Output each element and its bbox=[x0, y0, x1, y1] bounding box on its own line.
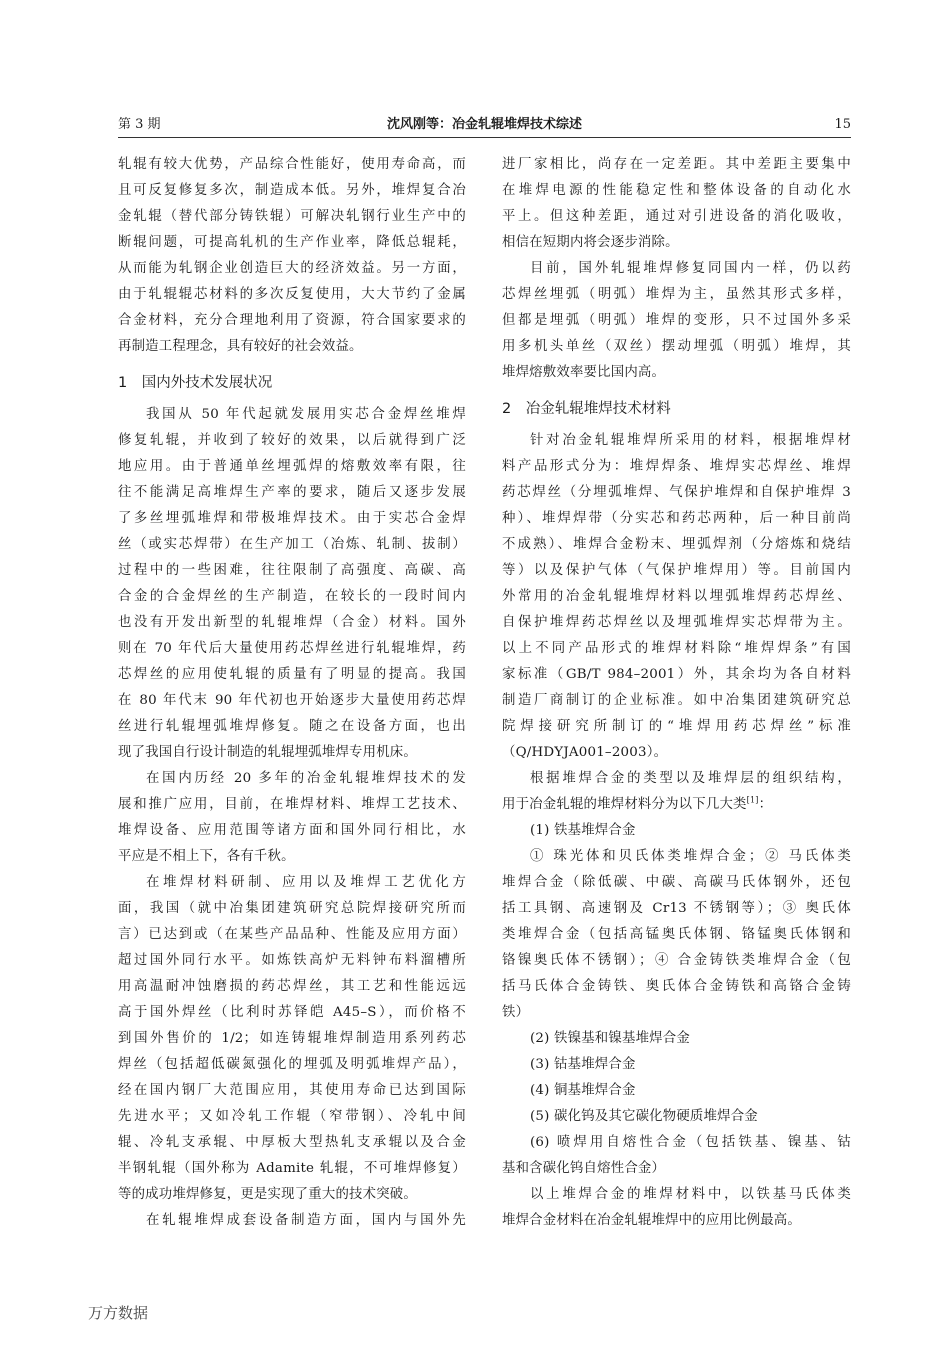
text-line: 类堆焊合金（包括高锰奥氏体钢、铬锰奥氏体钢和 bbox=[502, 927, 851, 942]
paragraph bbox=[118, 402, 466, 766]
text-line: 括马氏体合金铸铁、奥氏体合金铸铁和高铬合金铸 bbox=[502, 979, 851, 994]
text-line: 在轧辊堆焊成套设备制造方面，国内与国外先 bbox=[146, 1213, 466, 1228]
paragraph bbox=[502, 152, 851, 256]
paragraph bbox=[502, 428, 851, 766]
text-line: 铬镍奥氏体不锈钢）；④ 合金铸铁类堆焊合金（包 bbox=[502, 953, 851, 968]
paragraph bbox=[502, 766, 851, 818]
text-line: 在 80 年代末 90 年代初也开始逐步大量使用药芯焊 bbox=[118, 693, 466, 708]
text-line: 也没有开发出新型的轧辊堆焊（合金）材料。国外 bbox=[118, 615, 466, 630]
text-line: 院焊接研究所制订的“堆焊用药芯焊丝”标准 bbox=[502, 719, 851, 734]
text-line: 再制造工程理念，具有较好的社会效益。 bbox=[118, 339, 363, 354]
text-line: 平应是不相上下，各有千秋。 bbox=[118, 849, 295, 864]
header-rule bbox=[118, 137, 851, 138]
text-line: 面，我国（就中冶集团建筑研究总院焊接研究所而 bbox=[118, 901, 466, 916]
list-item: (3) 钴基堆焊合金 bbox=[530, 1057, 636, 1072]
text-line: 辊、冷轧支承辊、中厚板大型热轧支承辊以及合金 bbox=[118, 1135, 466, 1150]
paragraph bbox=[118, 152, 466, 360]
text-line: 丝进行轧辊埋弧堆焊修复。随之在设备方面，也出 bbox=[118, 719, 466, 734]
text-line: 不成熟）、堆焊合金粉末、埋弧焊剂（分熔炼和烧结 bbox=[502, 537, 851, 552]
text-line: 堆焊熔敷效率要比国内高。 bbox=[502, 365, 666, 380]
text-line: 修复轧辊，并收到了较好的效果，以后就得到广泛 bbox=[118, 433, 466, 448]
text-line: 进厂家相比，尚存在一定差距。其中差距主要集中 bbox=[502, 157, 851, 172]
text-line: (6) 喷焊用自熔性合金（包括铁基、镍基、钴 bbox=[530, 1135, 851, 1150]
text-line: 断辊问题，可提高轧机的生产作业率，降低总辊耗， bbox=[118, 235, 466, 250]
running-header bbox=[118, 115, 851, 135]
text-line: ① 珠光体和贝氏体类堆焊合金；② 马氏体类 bbox=[530, 849, 851, 864]
text-line: 用高温耐冲蚀磨损的药芯焊丝，其工艺和性能远远 bbox=[118, 979, 466, 994]
page-number: 15 bbox=[834, 117, 851, 132]
text-line: 了多丝埋弧堆焊和带极堆焊技术。由于实芯合金焊 bbox=[118, 511, 466, 526]
text-line: 由于轧辊辊芯材料的多次反复使用，大大节约了金属 bbox=[118, 287, 466, 302]
running-title: 沈风刚等：冶金轧辊堆焊技术综述 bbox=[386, 117, 582, 132]
text-line: 现了我国自行设计制造的轧辊埋弧堆焊专用机床。 bbox=[118, 745, 417, 760]
list-item: (2) 铁镍基和镍基堆焊合金 bbox=[530, 1031, 690, 1046]
text-span: ： bbox=[758, 797, 773, 812]
text-line: 括工具钢、高速钢及 Cr13 不锈钢等）；③ 奥氏体 bbox=[502, 901, 851, 916]
right-column bbox=[502, 152, 851, 1234]
list-item bbox=[502, 818, 851, 1026]
text-line: 在堆焊材料研制、应用以及堆焊工艺优化方 bbox=[146, 875, 466, 890]
text-line: 半钢轧辊（国外称为 Adamite 轧辊，不可堆焊修复） bbox=[118, 1161, 466, 1176]
list-item-title: (1) 铁基堆焊合金 bbox=[530, 823, 636, 838]
text-line: 合金的合金焊丝的生产制造，在较长的一段时间内 bbox=[118, 589, 466, 604]
text-line: 堆焊合金材料在冶金轧辊堆焊中的应用比例最高。 bbox=[502, 1213, 801, 1228]
text-line: 家标准（GB/T 984–2001）外，其余均为各自材料 bbox=[502, 667, 851, 682]
text-line: 到国外售价的 1/2；如连铸辊堆焊制造用系列药芯 bbox=[118, 1031, 466, 1046]
text-line: 过程中的一些困难，往往限制了高强度、高碳、高 bbox=[118, 563, 466, 578]
text-line: 在堆焊电源的性能稳定性和整体设备的自动化水 bbox=[502, 183, 851, 198]
text-line: 以上堆焊合金的堆焊材料中，以铁基马氏体类 bbox=[530, 1187, 851, 1202]
text-line: 先进水平；又如冷轧工作辊（窄带钢）、冷轧中间 bbox=[118, 1109, 466, 1124]
text-line: 言）已达到或（在某些产品品种、性能及应用方面） bbox=[118, 927, 466, 942]
section-heading-2: 2 冶金轧辊堆焊技术材料 bbox=[502, 401, 671, 417]
text-line: 外常用的冶金轧辊堆焊材料以埋弧堆焊药芯焊丝、 bbox=[502, 589, 851, 604]
paragraph bbox=[118, 1208, 466, 1234]
text-line: 往不能满足高堆焊生产率的要求，随后又逐步发展 bbox=[118, 485, 466, 500]
text-line: 丝（或实芯焊带）在生产加工（冶炼、轧制、拔制） bbox=[118, 537, 466, 552]
text-line: 针对冶金轧辊堆焊所采用的材料，根据堆焊材 bbox=[530, 433, 851, 448]
text-line: 基和含碳化钨自熔性合金） bbox=[502, 1161, 666, 1176]
section-heading-1: 1 国内外技术发展状况 bbox=[118, 375, 273, 391]
text-line: 在国内历经 20 多年的冶金轧辊堆焊技术的发 bbox=[146, 771, 466, 786]
text-line: 超过国外同行水平。如炼铁高炉无料钟布料溜槽所 bbox=[118, 953, 466, 968]
text-line: 从而能为轧钢企业创造巨大的经济效益。另一方面， bbox=[118, 261, 466, 276]
text-line: 制造厂商制订的企业标准。如中冶集团建筑研究总 bbox=[502, 693, 851, 708]
text-line: 堆焊合金（除低碳、中碳、高碳马氏体钢外，还包 bbox=[502, 875, 851, 890]
text-line: 芯焊丝的应用使轧辊的质量有了明显的提高。我国 bbox=[118, 667, 466, 682]
list-item bbox=[502, 1130, 851, 1182]
paragraph bbox=[502, 256, 851, 386]
text-line: 合金材料，充分合理地利用了资源，符合国家要求的 bbox=[118, 313, 466, 328]
text-line: 目前，国外轧辊堆焊修复同国内一样，仍以药 bbox=[530, 261, 851, 276]
text-line: 高于国外焊丝（比利时苏铎皑 A45–S），而价格不 bbox=[118, 1005, 466, 1020]
text-line: （Q/HDYJA001–2003）。 bbox=[502, 745, 668, 760]
text-line: 金轧辊（替代部分铸铁辊）可解决轧钢行业生产中的 bbox=[118, 209, 466, 224]
text-line: 堆焊设备、应用范围等诸方面和国外同行相比，水 bbox=[118, 823, 466, 838]
text-span: 用于冶金轧辊的堆焊材料分为以下几大类 bbox=[502, 797, 747, 812]
list-item: (4) 铜基堆焊合金 bbox=[530, 1083, 636, 1098]
text-line: 药芯焊丝（分埋弧堆焊、气保护堆焊和自保护堆焊 3 bbox=[502, 485, 851, 500]
issue-number: 第 3 期 bbox=[118, 117, 161, 132]
text-line bbox=[502, 792, 851, 818]
paragraph bbox=[118, 870, 466, 1208]
text-line: 根据堆焊合金的类型以及堆焊层的组织结构， bbox=[530, 771, 851, 786]
text-line: 等的成功堆焊修复，更是实现了重大的技术突破。 bbox=[118, 1187, 417, 1202]
text-line: 焊丝（包括超低碳氮强化的埋弧及明弧堆焊产品）， bbox=[118, 1057, 466, 1072]
text-line: 种）、堆焊焊带（分实芯和药芯两种，后一种目前尚 bbox=[502, 511, 851, 526]
text-line: 铁） bbox=[502, 1005, 530, 1020]
text-line: 自保护堆焊药芯焊丝以及埋弧堆焊实芯焊带为主。 bbox=[502, 615, 851, 630]
left-column bbox=[118, 152, 466, 1234]
text-line: 且可反复修复多次，制造成本低。另外，堆焊复合冶 bbox=[118, 183, 466, 198]
text-line: 用多机头单丝（双丝）摆动埋弧（明弧）堆焊，其 bbox=[502, 339, 851, 354]
watermark: 万方数据 bbox=[88, 1304, 149, 1322]
text-line: 以上不同产品形式的堆焊材料除“堆焊焊条”有国 bbox=[502, 641, 851, 656]
text-line: 相信在短期内将会逐步消除。 bbox=[502, 235, 679, 250]
text-line: 我国从 50 年代起就发展用实芯合金焊丝堆焊 bbox=[146, 407, 466, 422]
text-line: 但都是埋弧（明弧）堆焊的变形，只不过国外多采 bbox=[502, 313, 851, 328]
text-line: 经在国内钢厂大范围应用，其使用寿命已达到国际 bbox=[118, 1083, 466, 1098]
paragraph bbox=[502, 1182, 851, 1234]
text-line: 展和推广应用，目前，在堆焊材料、堆焊工艺技术、 bbox=[118, 797, 466, 812]
text-line: 平上。但这种差距，通过对引进设备的消化吸收， bbox=[502, 209, 851, 224]
text-line: 地应用。由于普通单丝埋弧焊的熔敷效率有限，往 bbox=[118, 459, 466, 474]
text-line: 轧辊有较大优势，产品综合性能好，使用寿命高，而 bbox=[118, 157, 466, 172]
citation-ref[interactable]: [1] bbox=[746, 795, 759, 805]
paragraph bbox=[118, 766, 466, 870]
text-line: 则在 70 年代后大量使用药芯焊丝进行轧辊堆焊，药 bbox=[118, 641, 466, 656]
text-line: 等）以及保护气体（气保护堆焊用）等。目前国内 bbox=[502, 563, 851, 578]
text-line: 芯焊丝埋弧（明弧）堆焊为主，虽然其形式多样， bbox=[502, 287, 851, 302]
list-item: (5) 碳化钨及其它碳化物硬质堆焊合金 bbox=[530, 1109, 758, 1124]
text-line: 料产品形式分为：堆焊焊条、堆焊实芯焊丝、堆焊 bbox=[502, 459, 851, 474]
